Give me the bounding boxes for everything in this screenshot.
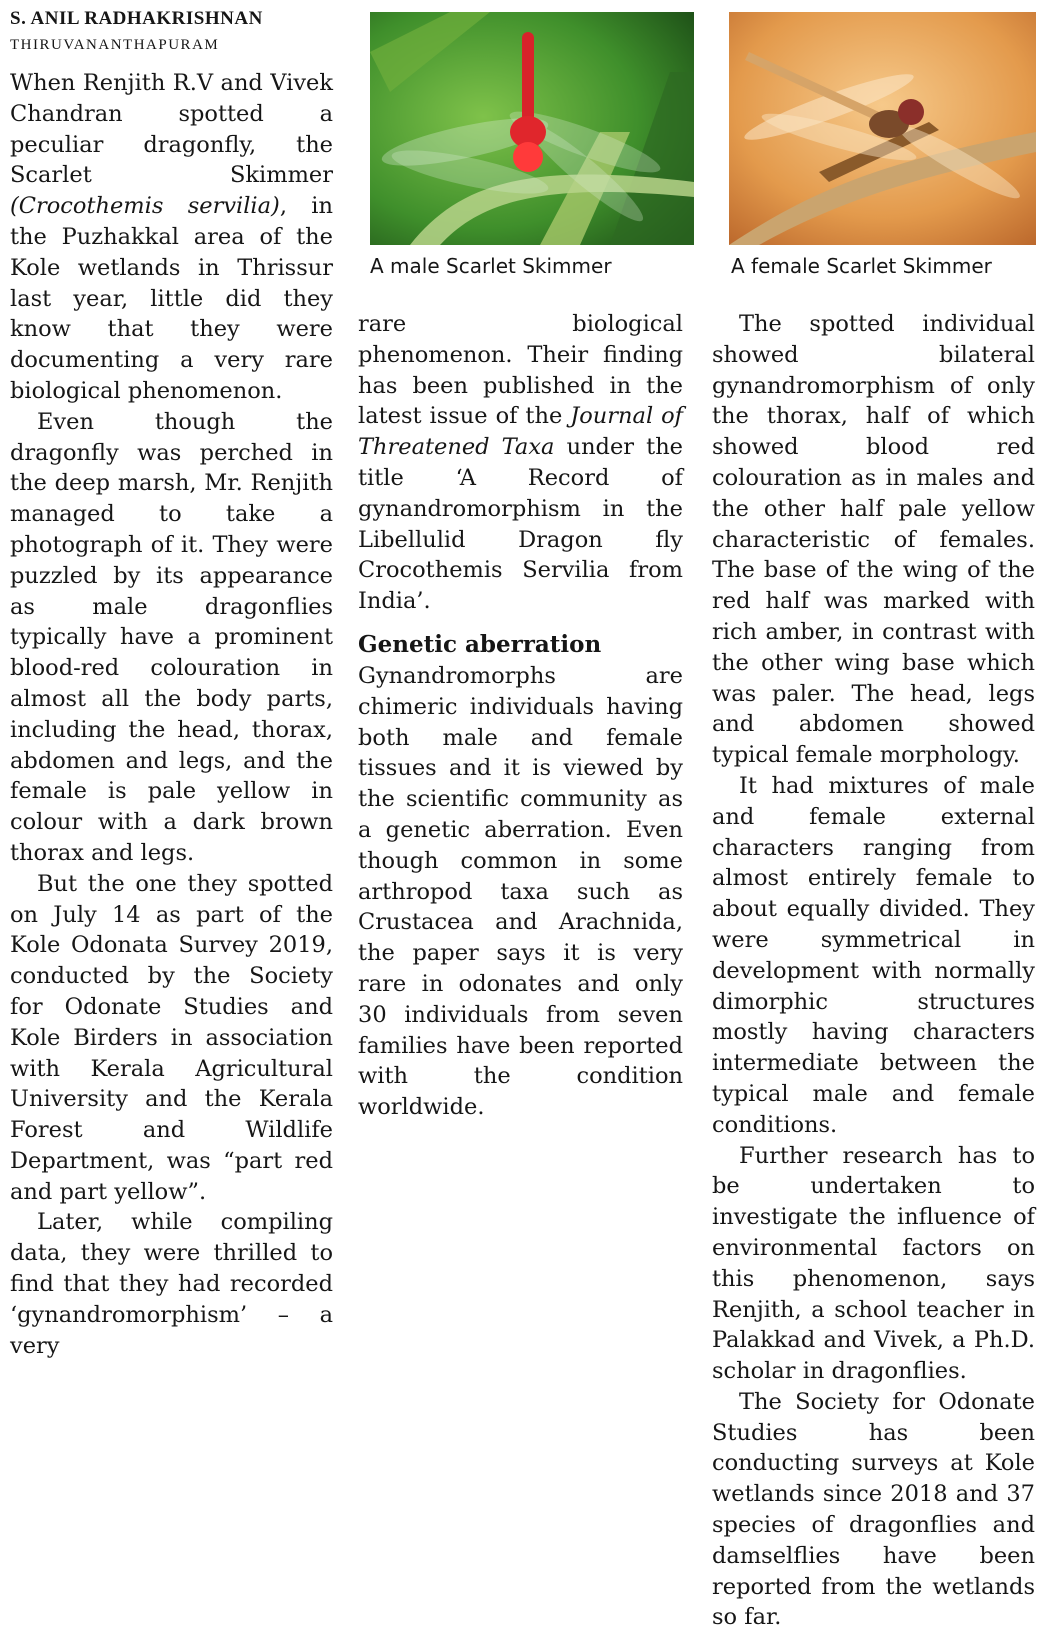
female-photo-caption: A female Scarlet Skimmer <box>731 254 992 278</box>
species-name: (Crocothemis servilia) <box>10 193 280 220</box>
journal-title: Journal of Threatened Taxa <box>358 403 683 461</box>
paragraph-7: It had mixtures of male and female external characters ranging from almost entirely female to about equally divided. They were symmetrical in development with normally dimorphic structures mostly having characters intermediate between the typical male and female conditions. <box>712 772 1035 1138</box>
article-column-1 <box>10 68 333 1361</box>
paragraph-6: The spotted individual showed bilateral gynandromorphism of only the thorax, half of which showed blood red colouration as in males and the other half pale yellow characteristic of females. The base of the wing of the red half was marked with rich amber, in contrast with the other wing base which was paler. The head, legs and abdomen showed typical female morphology. <box>712 311 1035 769</box>
paragraph-1: When Renjith R.V and Vivek Chandran spotted a peculiar dragonfly, the Scarlet Skimmer (Crocothemis servilia), in the Puzhakkal area of the Kole wetlands in Thrissur last year, little did they know that they were documenting a very rare biological phenomenon. <box>10 70 333 404</box>
subheading: Genetic aberration <box>358 630 602 658</box>
female-dragonfly-photo <box>729 12 1036 245</box>
paragraph-3: But the one they spotted on July 14 as part of the Kole Odonata Survey 2019, conducted by the Society for Odonate Studies and Kole Birders in association with Kerala Agricultural University and the Kerala Forest and Wildlife Department, was “part red and part yellow”. <box>10 870 333 1205</box>
dateline-location: THIRUVANANTHAPURAM <box>10 37 220 53</box>
male-dragonfly-photo <box>370 12 694 245</box>
pale-dragonfly-photo-icon <box>729 12 1036 245</box>
article-column-3 <box>712 309 1035 1633</box>
red-dragonfly-photo-icon <box>370 12 694 245</box>
paragraph-2: Even though the dragonfly was perched in the deep marsh, Mr. Renjith managed to take a photograph of it. They were puzzled by its appearance as male dragonflies typically have a prominent blood-red colouration in almost all the body parts, including the head, thorax, abdomen and legs, and the female is pale yellow in colour with a dark brown thorax and legs. <box>10 408 333 866</box>
paragraph-9: The Society for Odonate Studies has been conducting surveys at Kole wetlands since 2018 and 37 species of dragonflies and damselflies have been reported from the wetlands so far. <box>712 1388 1035 1631</box>
paragraph-5: Gynandromorphs are chimeric individuals having both male and female tissues and it is viewed by the scientific community as a genetic aberration. Even though common in some arthropod taxa such as Crustacea and Arachnida, the paper says it is very rare in odonates and only 30 individuals from seven families have been reported with the condition worldwide. <box>358 662 683 1121</box>
paragraph-4-continued: rare biological phenomenon. Their finding has been published in the latest issue of the Journal of Threatened Taxa under the title ‘A Record of gynandromorphism in the Libellulid Dragon fly Crocothemis Servilia from India’. <box>358 311 683 615</box>
author-byline: S. ANIL RADHAKRISHNAN <box>10 8 263 29</box>
male-photo-caption: A male Scarlet Skimmer <box>370 254 612 278</box>
article-column-2 <box>358 309 683 1123</box>
paragraph-8: Further research has to be undertaken to investigate the influence of environmental factors on this phenomenon, says Renjith, a school teacher in Palakkad and Vivek, a Ph.D. scholar in dragonflies. <box>712 1142 1035 1385</box>
paragraph-4-start: Later, while compiling data, they were thrilled to find that they had recorded ‘gynandromorphism’ – a very <box>10 1209 333 1359</box>
